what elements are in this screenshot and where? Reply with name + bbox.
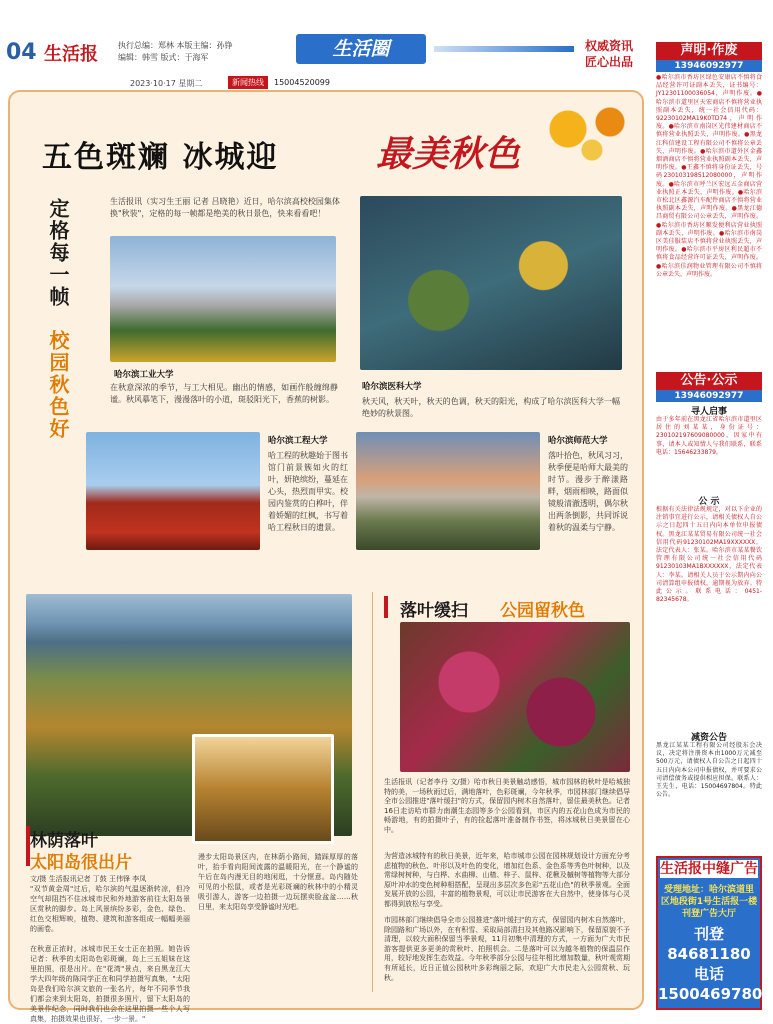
editor-credits — [118, 40, 298, 64]
missing-person-text: 由于多年前在黑龙江省哈尔滨市道里区居住的刘某某，身份证号：230102197609080000，因家中有事，请本人或知情人与我们联系，联系电话：15646233879。 — [656, 416, 762, 456]
arrow-decoration-icon — [434, 46, 574, 52]
section2-title-black: 落叶缓扫 — [400, 601, 468, 621]
ad-phone-2: 电话 15004697804 — [658, 965, 773, 1003]
ad-address: 受理地址：哈尔滨道里区地段街1号生活报一楼刊登广告大厅 — [660, 885, 758, 919]
headline-highlight: 最美秋色 — [376, 133, 521, 175]
section3-byline: 文/摄 生活报讯记者 丁鼓 王伟锋 李凤 — [30, 875, 147, 883]
photo-gongcheng-daxue — [86, 432, 260, 550]
section2-accent-bar — [384, 596, 388, 618]
text-gongye-daxue: 在秋意深浓的季节，与工大相见。幽出的情感，如画作般缠绵静谧。秋风摹笔下，漫漫落叶的小道，斑驳阳光下，香蕉的树影。 — [110, 383, 338, 404]
photo-yike-daxue — [360, 196, 622, 370]
header-slogan — [585, 38, 633, 70]
section-banner: 生活圈 — [296, 34, 426, 64]
section1-lead: 生活报讯（实习生王丽 记者 吕晓艳）近日，哈尔滨高校校园集体换"秋装"，定格的每一帧都是绝美的秋日景色，快来看看吧！ — [110, 197, 340, 218]
capital-reduction-title: 减资公告 — [690, 733, 727, 743]
editors-line-1: 执行总编：郑林 本版主编：孙铮 — [118, 41, 233, 50]
section3-title-orange: 太阳岛很出片 — [30, 853, 132, 873]
caption-gongye-daxue: 哈尔滨工业大学 — [114, 370, 174, 380]
section1-title-black: 定格每一帧 — [46, 198, 70, 308]
caption-gongcheng-daxue: 哈尔滨工程大学 — [268, 436, 328, 446]
classified-ad-box — [656, 856, 773, 1010]
announcements-header: 公告·公示 — [656, 372, 762, 390]
notices-header: 声明·作废 — [656, 42, 762, 60]
announcements-phone: 13946092977 — [656, 390, 762, 402]
caption-yike-daxue: 哈尔滨医科大学 — [362, 382, 422, 392]
ad-phone-1: 刊登 84681180 — [667, 925, 751, 963]
hotline-label: 新闻热线 — [228, 76, 268, 89]
section3-title-black: 林荫落叶 — [30, 831, 98, 851]
page-number: 04 — [6, 40, 37, 65]
photo-gongye-daxue — [110, 236, 336, 362]
slogan-line-2: 匠心出品 — [585, 55, 634, 69]
hotline-number: 15004520099 — [274, 78, 330, 87]
capital-reduction-text: 黑龙江某某工程有限公司经股东会决议，决定将注册资本由1000万元减至500万元，请债权人自公告之日起四十五日内向本公司申报债权，并可要求公司清偿债务或提供相应担保。联系人：王先生，电话：15004697804。特此公告。 — [656, 742, 762, 799]
text-shifan-daxue: 落叶拾色，秋风习习，秋季便是哈师大最美的时节。漫步于醉漾路畔，烟雨相映，路面似镜般清澈透明，偶尔秋出两条倒影，共同诉说着秋的温柔与宁静。 — [548, 451, 628, 532]
paper-logo: 生活报 — [44, 44, 98, 65]
notices-phone: 13946092977 — [656, 60, 762, 72]
photo-shifan-daxue — [356, 432, 540, 550]
section2-title-orange: 公园留秋色 — [500, 601, 585, 621]
section1-title-orange: 校园秋色好 — [46, 330, 70, 440]
public-notice-title: 公 示 — [698, 497, 720, 507]
section2-para-2: 为营造冰城特有的秋日美景，近年来，哈市城市公园在园林规划设计方面充分考虑植物的秋色、叶形以及叶色的变化，增加红色系、金色系等秀色叶树种，以及常绿树树种，与白桦、水曲柳、山楂、梓子、鼠梓、花楸及槭树等植物等大部分原叶冲水的变色树种相搭配，呈现出多层次多色彩"五花山色"的秋季景观。全面发展开放的公园，丰富的植物景观，可以让市民游客在大自然中，使身体与心灵都得到放松与享受。 — [384, 852, 630, 908]
slogan-line-1: 权威资讯 — [585, 39, 634, 53]
section3-para-1: "双节黄金周"过后，哈尔滨的气温逐渐转凉，但冷空气却阻挡不住冰城市民和外地游客前往太阳岛景区赏秋的脚步。岛上风景缤纷多彩，金色、绿色、红色交相辉映，植物、建筑和游客组成一幅幅美丽的画卷。 — [30, 885, 190, 933]
public-notice-text: 根据有关法律法规规定，对以下企业的注销事宜进行公示，请相关债权人自公示之日起四十五日内向本单位申报债权。黑龙江某某贸易有限公司统一社会信用代码91230102MA19XXXXXX，法定代表人：张某。哈尔滨市某某餐饮管理有限公司统一社会信用代码91230103MA1BXXXXXX，法定代表人：李某。请相关人员于公示期内向公司清算组申报债权，逾期视为放弃。特此公示。联系电话：0451-82345678。 — [656, 506, 762, 604]
ad-title: 生活报中缝广告 — [660, 861, 758, 877]
section2-para-3: 市园林部门继续倡导全市公园推进"落叶缓扫"的方式，保留园内树木自然落叶，除园路和广场以外，在有积雪、采取局部清扫及其他路况影响下，保留原貌不予清理，以较大面积保留当季景观，11月初集中清理的方式，一方面为广大市民游客提供更多更美的赏秋叶、拍照机会。二是落叶可以为越冬植物的保温层作用，较好地发挥生态效益。今年秋季部分公园与往年相比增加数量，秋叶观赏期有所延长，近日正值公园秋叶多彩绚丽之际，欢迎广大市民走入公园赏秋、玩秋。 — [384, 916, 630, 982]
text-gongcheng-daxue: 哈工程的秋趣始于图书馆门前景簇如火的红叶，妍艳缤纷，蔓延在心头，热烈而甲实。校园内鉴赏的白桦叶，伴着娇媚的红枫，书写着哈工程秋日的遗景。 — [268, 451, 348, 532]
autumn-leaves-decoration — [520, 94, 640, 164]
section3-para-3: 漫步太阳岛景区内，在林荫小路间，踏踩厚厚的落叶，抬手看向阳间流露的温暖阳光，在一个静谧的午后在岛内漫无目的地闲逛，十分惬意。岛内随处可见的小松鼠，或者是光彩斑斓的秋林中的小精灵吸引游人，游客一边拍摄一边玩摆卖脸盆盆……秋日里，来太阳岛享受静谧时光吧。 — [198, 853, 358, 911]
text-yike-daxue: 秋天风，秋天叶，秋天的色调，秋天的阳光，构成了哈尔滨医科大学一幅绝妙的秋景图。 — [362, 397, 620, 418]
notices-list: ●哈尔滨市香坊区绿色安康店不慎将食品经营许可证副本丢失，证书编号：JY12301100036054，声明作废。●哈尔滨市道里区天宏商店不慎将营业执照副本丢失，统一社会信用代码：92230102MA19K0TD74，声明作废。●哈尔滨市南岗区光伟建材商店不慎将营业执照丢失，声明作废。●黑龙江科信建设工程有限公司不慎将公章丢失，声明作废。●哈尔滨市道外区金鑫烟酒商店不慎将营业执照副本丢失，声明作废。●王鑫不慎将身份证丢失，号码230103198512080000，声明作废。●哈尔滨市呼兰区宏远五金商店营业执照正本丢失，声明作废。●哈尔滨市松北区鑫源汽车配件商店不慎将营业执照副本丢失，声明作废。●黑龙江德昌商贸有限公司公章丢失，声明作废。●哈尔滨市香坊区顺发便利店营业执照副本丢失，声明作废。●哈尔滨市南岗区美佳服装店不慎将营业执照丢失，声明作废。●哈尔滨市平房区利民超市不慎将食品经营许可证丢失，声明作废。●哈尔滨佳润物业管理有限公司不慎将公章丢失，声明作废。 — [656, 74, 762, 278]
headline-main: 五色斑斓 冰城迎 — [42, 140, 279, 175]
photo-taiyang-island-inset — [192, 734, 334, 844]
section3-para-2: 在秋意正浓时，冰城市民王女士正在拍照。她告诉记者：秋季的太阳岛色彩斑斓，岛上三五姐妹在这里拍照，很是出片。在"花湾"景点，来自黑龙江大学大四年级的陈同学正在和同学拍摄写真集，"太阳岛是我们哈尔滨文旅的一张名片，每年不同季节我们都会来到太阳岛，拍摄很多照片，留下太阳岛的美景作纪念，同时我们也会在这里拍摄一些个人写真集，拍摄效果也很好，一步一景。" — [30, 945, 190, 1023]
issue-date: 2023·10·17 星期二 — [130, 79, 203, 88]
column-divider — [372, 592, 373, 992]
missing-person-title: 寻人启事 — [690, 407, 727, 417]
caption-shifan-daxue: 哈尔滨师范大学 — [548, 436, 608, 446]
section2-para-1: 生活报讯（记者李丹 文/摄）哈市秋日美景触动感悟，城市园林的秋叶是哈城独特的美，一场秋雨过后，满地落叶，色彩斑斓，今年秋季，市园林部门继续倡导全市公园推进"落叶缓扫"的方式，保留园内树木自然落叶，留住最美秋色。记者16日走访哈市群力南潮生态园等多个公园看到，市区内的五花山色成为市民的畅游地，有的拍摄叶子，有的捡起落叶准备制作书签，将冰城秋日美景留在心中。 — [384, 778, 630, 834]
editors-line-2: 编辑：韩雪 版式：于海军 — [118, 53, 209, 62]
photo-fallen-leaves — [400, 622, 630, 772]
